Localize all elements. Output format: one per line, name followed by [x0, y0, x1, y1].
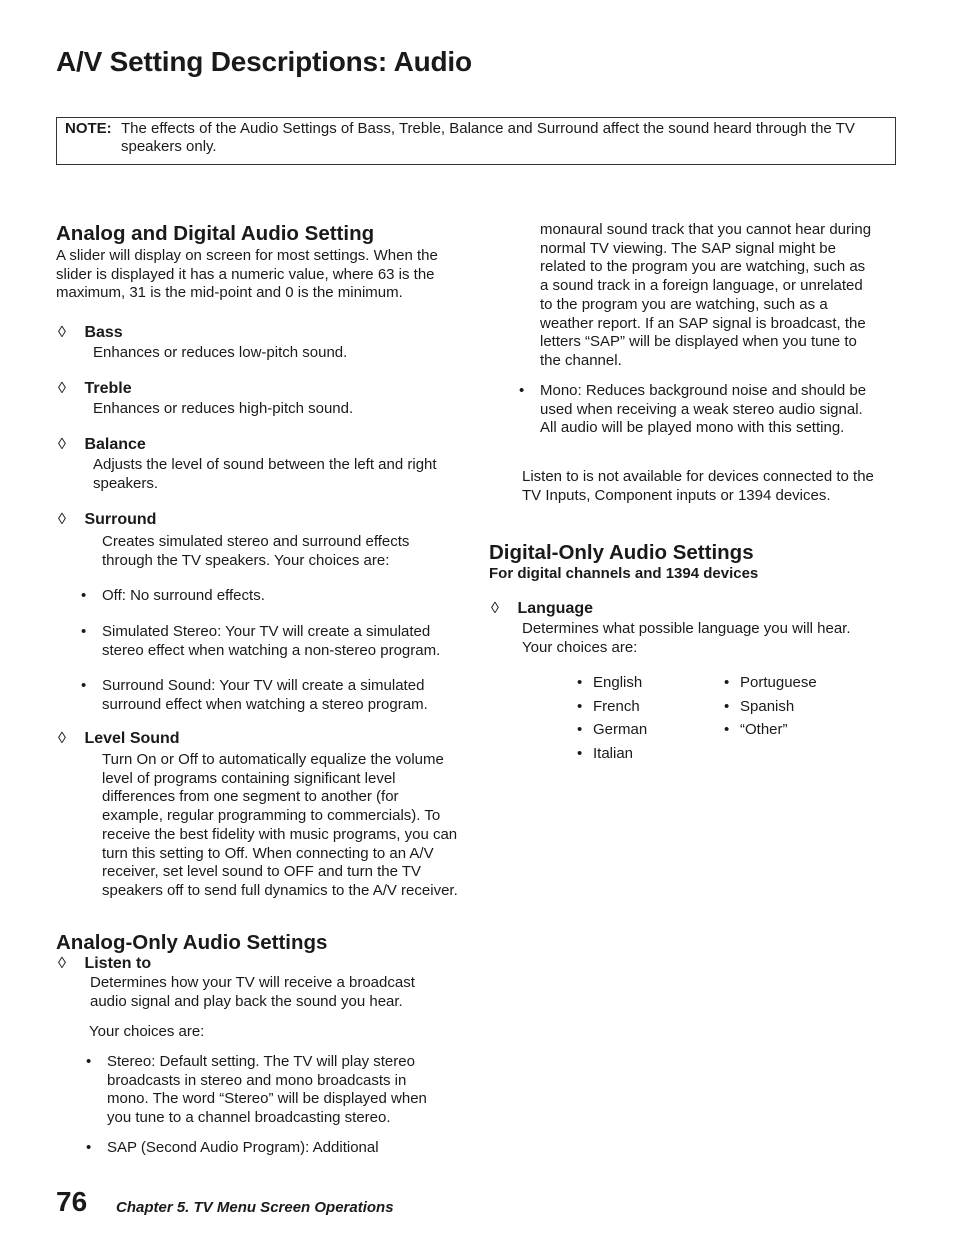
balance-desc: Adjusts the level of sound between the left and right speakers. — [93, 456, 437, 492]
balance-item — [58, 436, 146, 454]
digital-only-subheading: For digital channels and 1394 devices — [489, 565, 759, 582]
surround-desc: Creates simulated stereo and surround effects through the TV speakers. Your choices are: — [102, 533, 410, 569]
note-text: The effects of the Audio Settings of Bass, Treble, Balance and Surround affect the sound heard through the TV speakers only. — [121, 120, 855, 155]
surround-label: Surround — [84, 511, 157, 528]
language-item — [491, 600, 593, 618]
treble-label: Treble — [84, 380, 132, 397]
analog-digital-intro: A slider will display on screen for most settings. When the slider is displayed it has a numeric value, where 63 is the maximum, 31 is the mid-point and 0 is the minimum. — [56, 247, 438, 302]
surround-item — [58, 511, 156, 529]
list-item: • Portuguese — [724, 671, 817, 695]
chapter-title: Chapter 5. TV Menu Screen Operations — [116, 1199, 394, 1216]
language-desc: Determines what possible language you will hear. Your choices are: — [522, 620, 851, 656]
bass-item — [58, 324, 123, 342]
list-item: • French — [577, 695, 647, 719]
bass-label: Bass — [84, 324, 123, 341]
list-item: • Italian — [577, 742, 647, 766]
level-sound-item — [58, 730, 180, 748]
digital-only-heading: Digital-Only Audio Settings — [489, 541, 754, 564]
diamond-icon: ◊ — [58, 436, 66, 453]
language-label: Language — [517, 600, 594, 617]
diamond-icon: ◊ — [58, 324, 66, 341]
analog-digital-heading: Analog and Digital Audio Setting — [56, 222, 375, 245]
listen-to-item — [58, 955, 151, 973]
diamond-icon: ◊ — [58, 511, 66, 528]
note-label: NOTE: — [65, 120, 112, 137]
language-list-col1 — [577, 671, 647, 765]
treble-desc: Enhances or reduces high-pitch sound. — [93, 400, 354, 417]
listen-to-note: Listen to is not available for devices connected to the TV Inputs, Component inputs or 1394 devices. — [522, 468, 874, 504]
list-item: • Spanish — [724, 695, 817, 719]
diamond-icon: ◊ — [58, 955, 66, 972]
diamond-icon: ◊ — [58, 730, 66, 747]
level-sound-label: Level Sound — [84, 730, 180, 747]
language-list-col2 — [724, 671, 817, 742]
level-sound-desc: Turn On or Off to automatically equalize the volume level of programs containing significant level differences from one segment to another (for example, regular programming to commercials). To receive the best fidelity with music programs, you can turn this setting to Off. When connecting to an A/V receiver, set level sound to OFF and turn the TV speakers off to send full dynamics to the A/V receiver. — [102, 751, 458, 899]
list-item: • German — [577, 718, 647, 742]
note-box — [56, 117, 896, 165]
page-number: 76 — [56, 1186, 88, 1217]
sap-continued: monaural sound track that you cannot hear during normal TV viewing. The SAP signal might be related to the program you are watching, such as a sound track in a foreign language, or unrelated to the program you are watching, such as a weather report. If an SAP signal is broadcast, the letters “SAP” will be displayed when you tune to the channel. — [540, 221, 872, 369]
treble-item — [58, 380, 132, 398]
list-item: • “Other” — [724, 718, 817, 742]
balance-label: Balance — [84, 436, 146, 453]
bass-desc: Enhances or reduces low-pitch sound. — [93, 344, 348, 361]
listen-to-desc: Determines how your TV will receive a broadcast audio signal and play back the sound you hear. — [90, 974, 415, 1010]
diamond-icon: ◊ — [58, 380, 66, 397]
page-title: A/V Setting Descriptions: Audio — [56, 46, 472, 77]
list-item: • English — [577, 671, 647, 695]
diamond-icon: ◊ — [491, 600, 499, 617]
listen-to-label: Listen to — [84, 955, 152, 972]
listen-to-choices-label: Your choices are: — [89, 1023, 205, 1040]
analog-only-heading: Analog-Only Audio Settings — [56, 931, 328, 954]
